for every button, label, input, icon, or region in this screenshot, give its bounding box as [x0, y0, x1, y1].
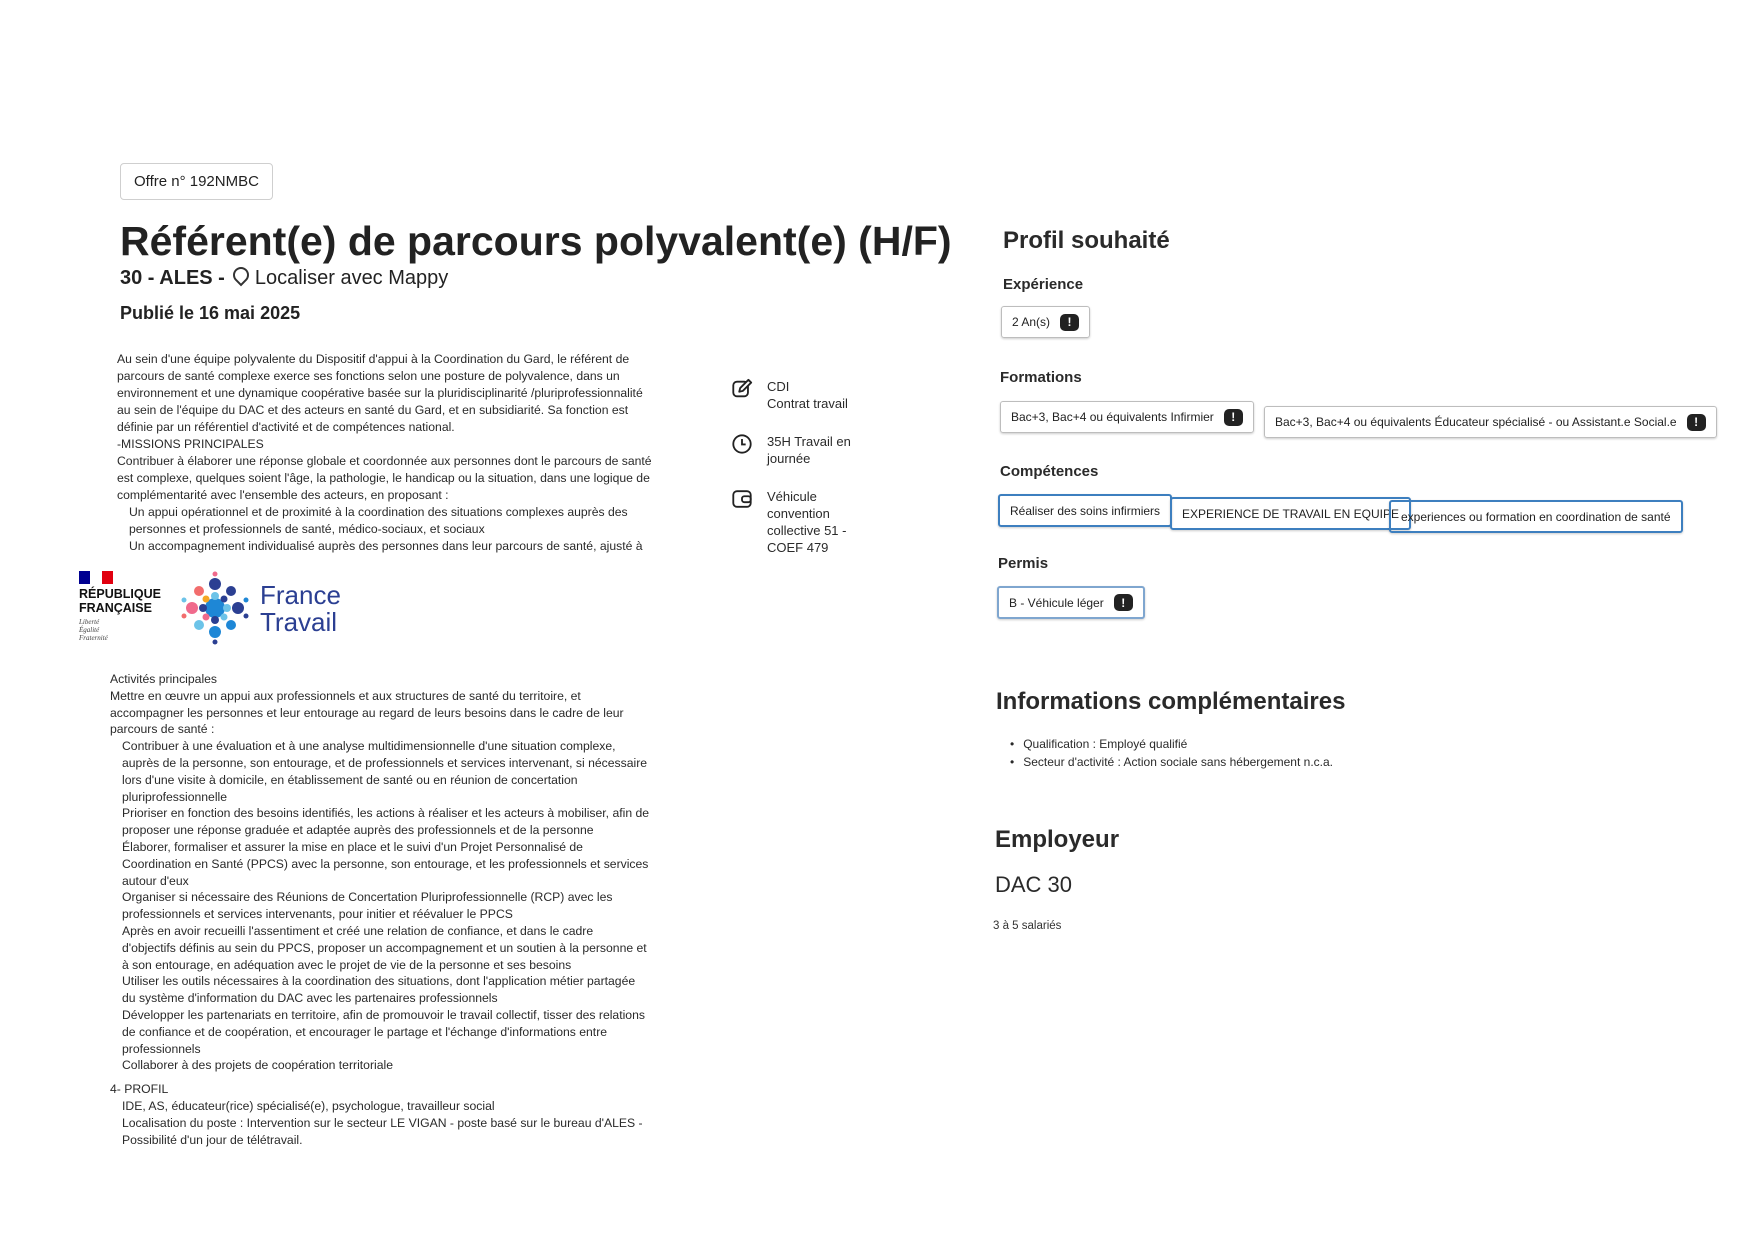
clock-icon	[731, 433, 753, 455]
republique-francaise-logo	[79, 571, 169, 642]
competence-text: experiences ou formation en coordination de santé	[1401, 509, 1671, 524]
complementary-heading: Informations complémentaires	[996, 688, 1346, 715]
competence-chip	[1389, 500, 1683, 533]
competence-text: EXPERIENCE DE TRAVAIL EN EQUIPE	[1182, 506, 1399, 521]
required-icon: !	[1687, 414, 1706, 431]
published-date: Publié le 16 mai 2025	[120, 303, 301, 323]
competence-chip	[1170, 497, 1411, 530]
rf-motto-line: Liberté	[79, 618, 100, 626]
experience-value: 2 An(s)	[1012, 315, 1051, 329]
activity-item: Contribuer à une évaluation et à une analyse multidimensionnelle d'une situation complexe, auprès de la personne, son entourage, et de professionnels et services intervenant, si nécessaire lors d'une visite à domicile, en établissement de santé ou en réunion de concertation pluriprofessionnelle	[122, 739, 648, 804]
job-description	[117, 351, 657, 553]
rf-line: RÉPUBLIQUE	[79, 587, 161, 601]
description-paragraph: Contribuer à élaborer une réponse globale et coordonnée aux personnes dont le parcours de santé est complexe, quelques soient l'âge, la pathologie, le handicap ou la situation, dans une logique de complémentarité avec l'ensemble des acteurs, en proposant :	[117, 454, 652, 502]
description-paragraph: -MISSIONS PRINCIPALES	[117, 437, 264, 451]
offer-number-badge: Offre n° 192NMBC	[120, 163, 273, 200]
permis-label: Permis	[998, 555, 1049, 572]
complementary-item: • Qualification : Employé qualifié	[1026, 735, 1333, 753]
activities-intro: Mettre en œuvre un appui aux professionnels et aux structures de santé du territoire, et accompagner les personnes et leur entourage au regard de leurs besoins dans le cadre de leur parcours de santé :	[110, 688, 624, 737]
complementary-list	[1023, 735, 1333, 771]
edit-icon	[731, 378, 753, 400]
france-travail-wordmark	[260, 582, 341, 636]
formations-label: Formations	[1000, 369, 1082, 386]
activities-heading: Activités principales	[110, 672, 218, 686]
formation-text: Bac+3, Bac+4 ou équivalents Éducateur spécialisé - ou Assistant.e Social.e	[1275, 415, 1677, 429]
formation-text: Bac+3, Bac+4 ou équivalents Infirmier	[1011, 410, 1214, 424]
formation-chip	[1264, 406, 1717, 438]
map-pin-icon	[230, 264, 253, 287]
profile-item: IDE, AS, éducateur(rice) spécialisé(e), psychologue, travailleur social	[122, 1098, 495, 1113]
activity-item: Après en avoir recueilli l'assentiment et créé une relation de confiance, et dans le cadre d'objectifs définis au sein du PPCS, proposer un accompagnement et un soutien à la personne et à son entourage, en adéquation avec le projet de vie de la personne et ses besoins	[122, 923, 647, 972]
complementary-item: • Secteur d'activité : Action sociale sans hébergement n.c.a.	[1026, 753, 1333, 771]
competence-text: Réaliser des soins infirmiers	[1010, 503, 1161, 518]
profile-item: Localisation du poste : Intervention sur le secteur LE VIGAN - poste basé sur le bureau d'ALES - Possibilité d'un jour de télétravail.	[122, 1115, 643, 1147]
description-paragraph: Au sein d'une équipe polyvalente du Dispositif d'appui à la Coordination du Gard, le référent de parcours de santé complexe exerce ses fonctions selon une posture de polyvalence, dans un environnement et une dynamique coopérative basée sur la pluridisciplinarité /pluriprofessionnalité au sein de l'équipe du DAC et des acteurs en santé du Gard, et en subsidiarité. Sa fonction est définie par un référentiel d'activité et de compétences national.	[117, 352, 643, 434]
activity-item: Prioriser en fonction des besoins identifiés, les actions à réaliser et les acteurs à mobiliser, afin de proposer une réponse graduée et adaptée auprès des professionnels et de la personne	[122, 806, 650, 838]
activity-item: Organiser si nécessaire des Réunions de Concertation Pluriprofessionnelle (RCP) avec les professionnels et services intervenants, pour initier et réévaluer le PPCS	[122, 890, 613, 922]
profile-heading: Profil souhaité	[1003, 227, 1170, 254]
rf-line: FRANÇAISE	[79, 601, 152, 615]
hours-text: 35H Travail en journée	[767, 434, 851, 466]
france-travail-logo-icon	[180, 570, 260, 646]
activity-item: Développer les partenariats en territoire, afin de promouvoir le travail collectif, tisser des relations de confiance et de coopération, et encourager le partage et l'échange d'informations entre professionnels	[122, 1007, 645, 1056]
ft-word: France	[260, 580, 341, 610]
contract-label: Contrat travail	[767, 396, 848, 411]
required-icon: !	[1114, 594, 1133, 611]
benefits-text: Véhicule convention collective 51 - COEF 479	[767, 489, 847, 555]
description-paragraph: Un accompagnement individualisé auprès des personnes dans leur parcours de santé, ajusté à	[129, 539, 643, 553]
employer-name: DAC 30	[995, 872, 1073, 897]
ft-word: Travail	[260, 607, 338, 637]
permis-chip	[997, 586, 1145, 619]
competence-chip	[998, 494, 1172, 527]
contract-type: CDI	[767, 379, 790, 394]
activity-item: Élaborer, formaliser et assurer la mise en place et le suivi d'un Projet Personnalisé de Coordination en Santé (PPCS) avec la personne, son entourage, et les professionnels et services autour d'eux	[122, 839, 649, 888]
wallet-icon	[731, 488, 753, 510]
employer-size: 3 à 5 salariés	[993, 920, 1062, 932]
job-title: Référent(e) de parcours polyvalent(e) (H/F)	[120, 218, 952, 264]
formation-chip	[1000, 401, 1254, 433]
mappy-link[interactable]: Localiser avec Mappy	[254, 267, 449, 289]
french-flag-icon	[79, 571, 113, 584]
permis-text: B - Véhicule léger	[1009, 595, 1104, 610]
activity-item: Collaborer à des projets de coopération territoriale	[122, 1058, 393, 1073]
profile-heading-text: 4- PROFIL	[110, 1082, 169, 1097]
location-text: 30 - ALES -	[120, 267, 225, 289]
experience-chip	[1001, 306, 1090, 338]
required-icon: !	[1060, 314, 1079, 331]
experience-label: Expérience	[1003, 276, 1084, 293]
activity-item: Utiliser les outils nécessaires à la coordination des situations, dont l'application métier partagée du système d'information du DAC avec les partenaires professionnels	[122, 974, 636, 1006]
location-line	[120, 267, 448, 290]
contract-info	[731, 378, 848, 412]
employer-heading: Employeur	[995, 826, 1120, 853]
competences-label: Compétences	[1000, 463, 1099, 480]
rf-motto-line: Fraternité	[79, 634, 108, 642]
description-paragraph: Un appui opérationnel et de proximité à la coordination des situations complexes auprès des personnes et professionnels de santé, médico-sociaux, et sociaux	[129, 505, 628, 536]
activities-section	[110, 671, 650, 1148]
hours-info	[731, 433, 861, 467]
rf-motto-line: Égalité	[79, 626, 100, 634]
required-icon: !	[1224, 409, 1243, 426]
benefits-info	[731, 488, 871, 556]
